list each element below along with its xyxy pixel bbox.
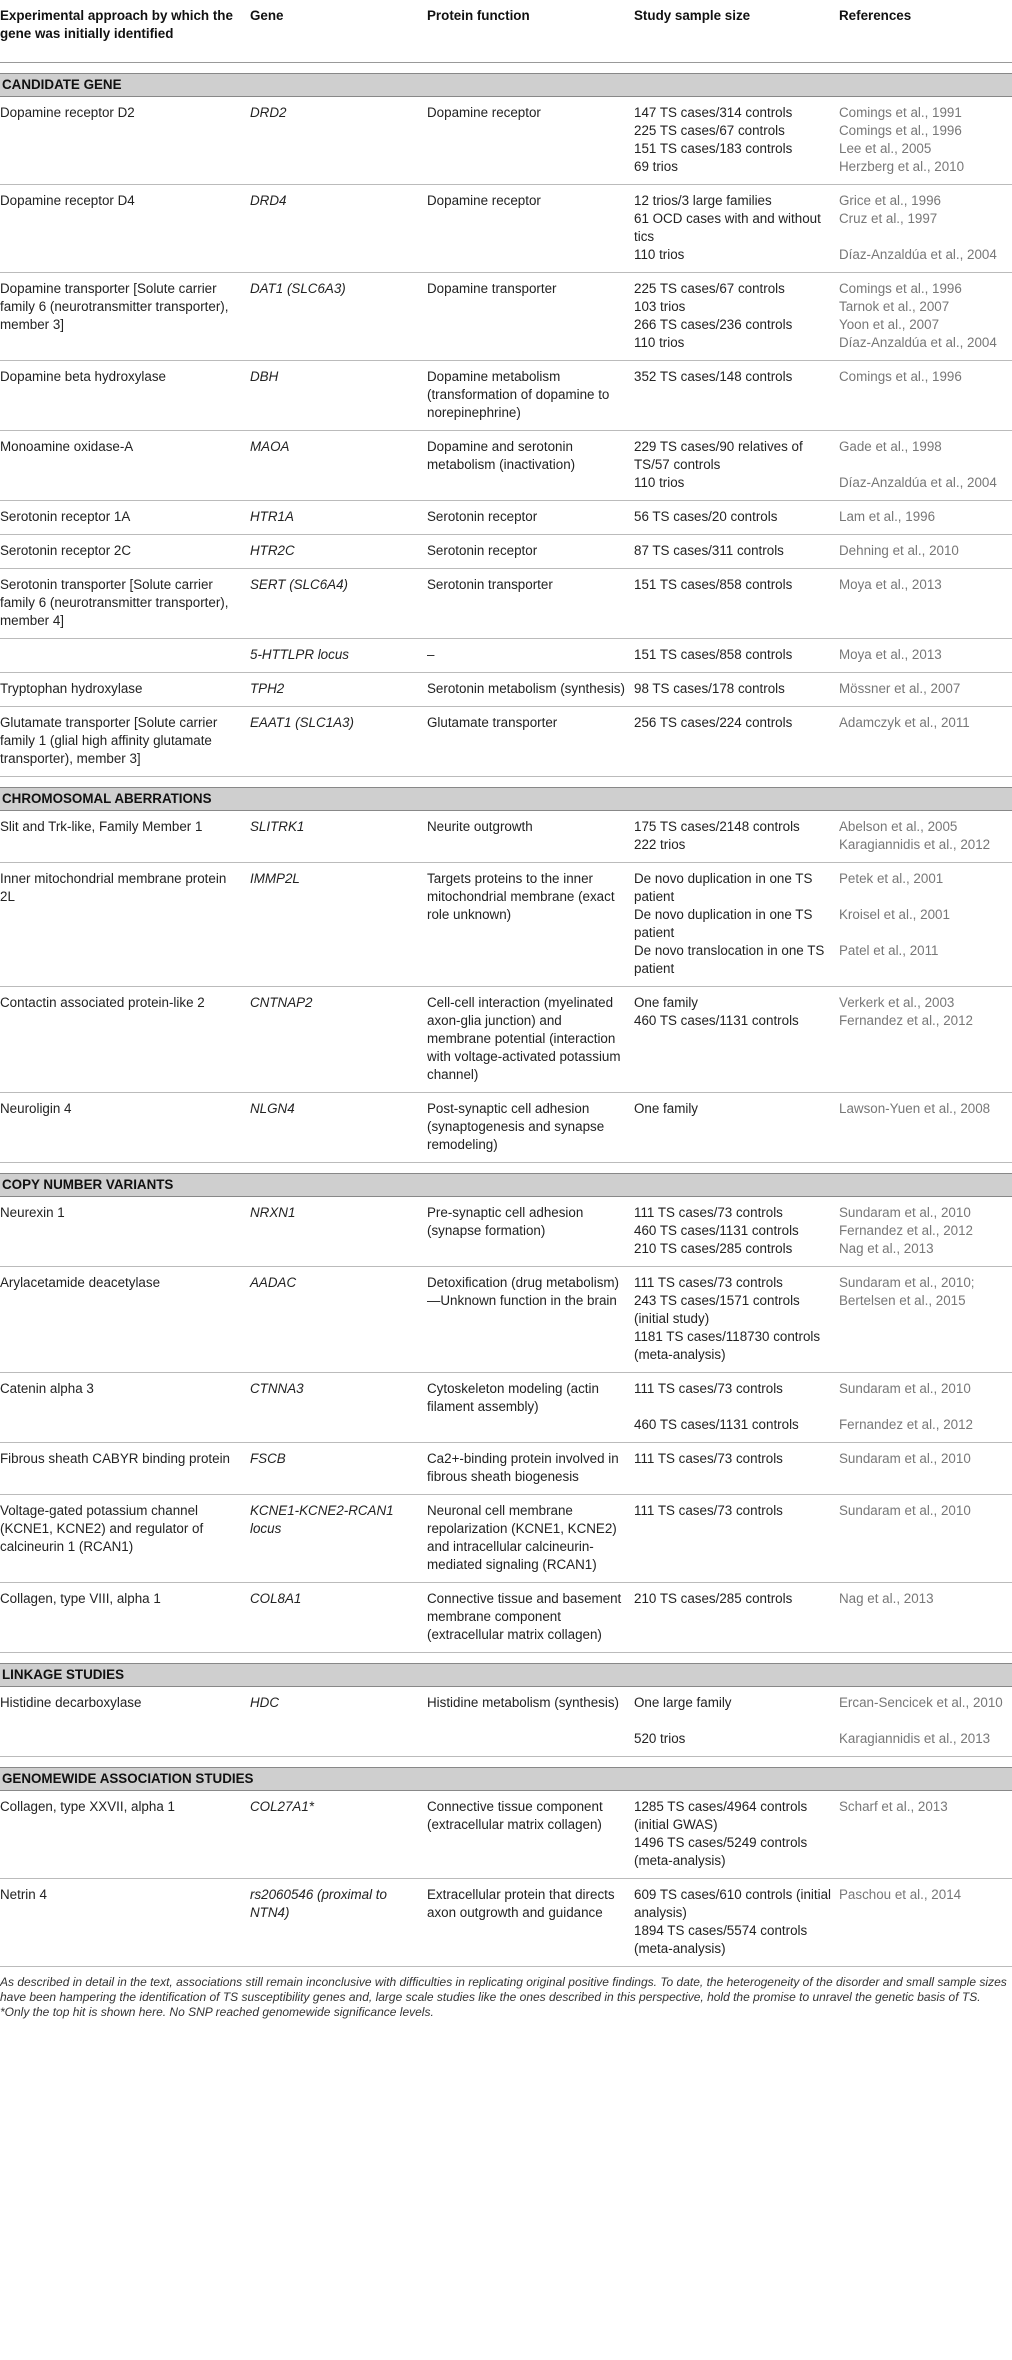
table-row: [0, 1790, 1012, 1878]
reference-link[interactable]: Sundaram et al., 2010: [839, 1450, 971, 1466]
reference-link[interactable]: Verkerk et al., 2003: [839, 994, 955, 1010]
table-row: [0, 1878, 1012, 1966]
cell-gene: HTR2C: [250, 534, 427, 568]
cell-function: Detoxification (drug metabolism)—Unknown function in the brain: [427, 1266, 634, 1372]
reference-link[interactable]: Sundaram et al., 2010: [839, 1380, 971, 1396]
cell-function: Post-synaptic cell adhesion (synaptogenesis and synapse remodeling): [427, 1092, 634, 1162]
cell-gene: 5-HTTLPR locus: [250, 638, 427, 672]
cell-approach: Serotonin transporter [Solute carrier family 6 (neurotransmitter transporter), member 4]: [0, 568, 250, 638]
cell-sample-size: [634, 1092, 839, 1162]
reference-link[interactable]: Gade et al., 1998: [839, 438, 942, 454]
table-header-row: [0, 0, 1012, 62]
table-row: [0, 500, 1012, 534]
cell-function: Pre-synaptic cell adhesion (synapse formation): [427, 1196, 634, 1266]
sample-size-entry: 460 TS cases/1131 controls: [634, 1222, 799, 1238]
reference-link[interactable]: Yoon et al., 2007: [839, 316, 940, 332]
cell-gene: COL8A1: [250, 1582, 427, 1652]
cell-approach: Dopamine beta hydroxylase: [0, 360, 250, 430]
cell-approach: Fibrous sheath CABYR binding protein: [0, 1442, 250, 1494]
cell-function: Connective tissue component (extracellular matrix collagen): [427, 1790, 634, 1878]
spacer-cell: [0, 776, 1012, 787]
cell-references: [839, 810, 1012, 862]
cell-function: Serotonin transporter: [427, 568, 634, 638]
sample-size-entry: 1496 TS cases/5249 controls (meta-analysis): [634, 1834, 808, 1868]
spacer-cell: [0, 1756, 1012, 1767]
header-gene: Gene: [250, 0, 427, 62]
cell-function: –: [427, 638, 634, 672]
cell-approach: Arylacetamide deacetylase: [0, 1266, 250, 1372]
cell-references: [839, 1266, 1012, 1372]
sample-size-entry: 69 trios: [634, 158, 678, 174]
cell-gene: DBH: [250, 360, 427, 430]
cell-approach: Contactin associated protein-like 2: [0, 986, 250, 1092]
sample-size-entry: De novo duplication in one TS patient: [634, 906, 813, 940]
reference-link[interactable]: Nag et al., 2013: [839, 1590, 934, 1606]
reference-link[interactable]: Lam et al., 1996: [839, 508, 936, 524]
cell-function: Serotonin receptor: [427, 534, 634, 568]
table-row: [0, 1582, 1012, 1652]
header-sample-size: Study sample size: [634, 0, 839, 62]
sample-size-entry: 520 trios: [634, 1730, 686, 1746]
cell-gene: FSCB: [250, 1442, 427, 1494]
table-row: [0, 360, 1012, 430]
spacer-cell: [0, 1162, 1012, 1173]
table-row: [0, 986, 1012, 1092]
cell-gene: rs2060546 (proximal to NTN4): [250, 1878, 427, 1966]
cell-approach: Serotonin receptor 1A: [0, 500, 250, 534]
section-spacer: [0, 62, 1012, 73]
table-row: [0, 810, 1012, 862]
cell-sample-size: [634, 1196, 839, 1266]
reference-link[interactable]: Adamczyk et al., 2011: [839, 714, 970, 730]
sample-size-entry: De novo translocation in one TS patient: [634, 942, 825, 976]
reference-link[interactable]: Díaz-Anzaldúa et al., 2004: [839, 334, 997, 350]
table-row: [0, 1494, 1012, 1582]
cell-gene: DRD2: [250, 96, 427, 184]
table-row: [0, 672, 1012, 706]
cell-references: [839, 1442, 1012, 1494]
cell-function: Dopamine and serotonin metabolism (inactivation): [427, 430, 634, 500]
section-spacer: [0, 776, 1012, 787]
sample-size-entry: 1181 TS cases/118730 controls (meta-analysis): [634, 1328, 821, 1362]
section-header-row: [0, 1663, 1012, 1686]
cell-function: Dopamine metabolism (transformation of dopamine to norepinephrine): [427, 360, 634, 430]
reference-link[interactable]: Sundaram et al., 2010: [839, 1204, 971, 1220]
cell-references: [839, 272, 1012, 360]
cell-sample-size: [634, 500, 839, 534]
cell-approach: Dopamine transporter [Solute carrier family 6 (neurotransmitter transporter), member 3]: [0, 272, 250, 360]
section-spacer: [0, 1756, 1012, 1767]
cell-references: [839, 1196, 1012, 1266]
section-header-row: [0, 1173, 1012, 1196]
cell-approach: Voltage-gated potassium channel (KCNE1, KCNE2) and regulator of calcineurin 1 (RCAN1): [0, 1494, 250, 1582]
reference-link[interactable]: Karagiannidis et al., 2012: [839, 836, 991, 852]
reference-link[interactable]: Sundaram et al., 2010;: [839, 1274, 975, 1290]
cell-sample-size: [634, 1372, 839, 1442]
reference-link[interactable]: Sundaram et al., 2010: [839, 1502, 971, 1518]
section-title: CHROMOSOMAL ABERRATIONS: [0, 787, 1012, 810]
table-body: [0, 62, 1012, 1966]
reference-link[interactable]: Patel et al., 2011: [839, 942, 939, 958]
reference-link[interactable]: Dehning et al., 2010: [839, 542, 959, 558]
sample-size-entry: 110 trios: [634, 474, 685, 490]
cell-gene: COL27A1*: [250, 1790, 427, 1878]
cell-sample-size: [634, 272, 839, 360]
sample-size-entry: 103 trios: [634, 298, 686, 314]
header-references: References: [839, 0, 1012, 62]
cell-sample-size: [634, 1442, 839, 1494]
spacer-cell: [0, 62, 1012, 73]
cell-references: [839, 96, 1012, 184]
sample-size-entry: 111 TS cases/73 controls: [634, 1380, 783, 1396]
reference-link[interactable]: Moya et al., 2013: [839, 646, 942, 662]
table-row: [0, 272, 1012, 360]
reference-link[interactable]: Herzberg et al., 2010: [839, 158, 965, 174]
sample-size-entry: 12 trios/3 large families: [634, 192, 772, 208]
cell-approach: Neurexin 1: [0, 1196, 250, 1266]
reference-link[interactable]: Cruz et al., 1997: [839, 210, 938, 226]
cell-references: [839, 986, 1012, 1092]
reference-link[interactable]: Comings et al., 1991: [839, 104, 962, 120]
reference-link[interactable]: Karagiannidis et al., 2013: [839, 1730, 991, 1746]
reference-link[interactable]: Kroisel et al., 2001: [839, 906, 950, 922]
cell-sample-size: [634, 534, 839, 568]
cell-approach: Slit and Trk-like, Family Member 1: [0, 810, 250, 862]
reference-link[interactable]: Fernandez et al., 2012: [839, 1416, 973, 1432]
cell-sample-size: [634, 568, 839, 638]
footnote-main: As described in detail in the text, associations still remain inconclusive with difficulties in replicating original positive findings. To date, the heterogeneity of the disorder and small sample sizes have been hampering the identification of TS susceptibility genes and, large scale studies like the ones described in this perspective, hold the promise to unravel the genetic basis of TS.: [0, 1974, 1007, 2004]
section-title: COPY NUMBER VARIANTS: [0, 1173, 1012, 1196]
sample-size-entry: One family: [634, 1100, 698, 1116]
cell-sample-size: [634, 638, 839, 672]
cell-function: Targets proteins to the inner mitochondrial membrane (exact role unknown): [427, 862, 634, 986]
cell-gene: HDC: [250, 1686, 427, 1756]
cell-sample-size: [634, 810, 839, 862]
header-approach: Experimental approach by which the gene was initially identified: [0, 0, 250, 62]
sample-size-entry: 256 TS cases/224 controls: [634, 714, 793, 730]
cell-sample-size: [634, 1582, 839, 1652]
reference-link[interactable]: Bertelsen et al., 2015: [839, 1292, 966, 1308]
cell-approach: Dopamine receptor D2: [0, 96, 250, 184]
reference-link[interactable]: Petek et al., 2001: [839, 870, 944, 886]
table-row: [0, 1372, 1012, 1442]
cell-approach: Neuroligin 4: [0, 1092, 250, 1162]
sample-size-entry: 151 TS cases/858 controls: [634, 576, 793, 592]
sample-size-entry: 147 TS cases/314 controls: [634, 104, 793, 120]
cell-gene: CNTNAP2: [250, 986, 427, 1092]
sample-size-entry: 111 TS cases/73 controls: [634, 1204, 783, 1220]
reference-link[interactable]: Díaz-Anzaldúa et al., 2004: [839, 246, 997, 262]
section-spacer: [0, 1652, 1012, 1663]
reference-link[interactable]: Scharf et al., 2013: [839, 1798, 948, 1814]
sample-size-entry: One large family: [634, 1694, 732, 1710]
sample-size-entry: 111 TS cases/73 controls: [634, 1274, 783, 1290]
cell-sample-size: [634, 1266, 839, 1372]
cell-function: Neurite outgrowth: [427, 810, 634, 862]
section-spacer: [0, 1162, 1012, 1173]
table-row: [0, 862, 1012, 986]
reference-link[interactable]: Paschou et al., 2014: [839, 1886, 962, 1902]
cell-gene: EAAT1 (SLC1A3): [250, 706, 427, 776]
table-row: [0, 1092, 1012, 1162]
reference-link[interactable]: Fernandez et al., 2012: [839, 1222, 973, 1238]
cell-sample-size: [634, 96, 839, 184]
section-title: CANDIDATE GENE: [0, 73, 1012, 96]
sample-size-entry: 1894 TS cases/5574 controls (meta-analysis): [634, 1922, 808, 1956]
cell-function: Glutamate transporter: [427, 706, 634, 776]
reference-link[interactable]: Abelson et al., 2005: [839, 818, 958, 834]
sample-size-entry: 87 TS cases/311 controls: [634, 542, 784, 558]
cell-references: [839, 706, 1012, 776]
reference-link[interactable]: Nag et al., 2013: [839, 1240, 934, 1256]
sample-size-entry: 210 TS cases/285 controls: [634, 1590, 793, 1606]
cell-sample-size: [634, 360, 839, 430]
cell-references: [839, 862, 1012, 986]
sample-size-entry: 151 TS cases/858 controls: [634, 646, 793, 662]
cell-approach: Glutamate transporter [Solute carrier family 1 (glial high affinity glutamate transporter), member 3]: [0, 706, 250, 776]
cell-gene: DRD4: [250, 184, 427, 272]
sample-size-entry: 460 TS cases/1131 controls: [634, 1416, 799, 1432]
cell-sample-size: [634, 986, 839, 1092]
sample-size-entry: 110 trios: [634, 334, 685, 350]
cell-gene: HTR1A: [250, 500, 427, 534]
cell-references: [839, 534, 1012, 568]
spacer-cell: [0, 1652, 1012, 1663]
reference-link[interactable]: Díaz-Anzaldúa et al., 2004: [839, 474, 997, 490]
cell-sample-size: [634, 1494, 839, 1582]
table-row: [0, 568, 1012, 638]
sample-size-entry: 352 TS cases/148 controls: [634, 368, 793, 384]
sample-size-entry: 210 TS cases/285 controls: [634, 1240, 793, 1256]
cell-references: [839, 672, 1012, 706]
cell-references: [839, 500, 1012, 534]
cell-sample-size: [634, 862, 839, 986]
cell-sample-size: [634, 672, 839, 706]
reference-link[interactable]: Grice et al., 1996: [839, 192, 941, 208]
reference-link[interactable]: [839, 1712, 1006, 1730]
cell-function: Serotonin metabolism (synthesis): [427, 672, 634, 706]
cell-function: Dopamine transporter: [427, 272, 634, 360]
reference-link[interactable]: Mössner et al., 2007: [839, 680, 961, 696]
sample-size-entry: [634, 1712, 833, 1730]
reference-link[interactable]: [839, 456, 1006, 474]
cell-function: Cell-cell interaction (myelinated axon-glia junction) and membrane potential (interaction with voltage-activated potassium channel): [427, 986, 634, 1092]
cell-function: Ca2+-binding protein involved in fibrous sheath biogenesis: [427, 1442, 634, 1494]
cell-references: [839, 1686, 1012, 1756]
reference-link[interactable]: [839, 1398, 1006, 1416]
cell-gene: NRXN1: [250, 1196, 427, 1266]
cell-approach: Dopamine receptor D4: [0, 184, 250, 272]
cell-sample-size: [634, 184, 839, 272]
cell-approach: Netrin 4: [0, 1878, 250, 1966]
sample-size-entry: [634, 1398, 833, 1416]
table-row: [0, 1442, 1012, 1494]
cell-gene: SERT (SLC6A4): [250, 568, 427, 638]
cell-gene: DAT1 (SLC6A3): [250, 272, 427, 360]
cell-approach: Collagen, type XXVII, alpha 1: [0, 1790, 250, 1878]
cell-gene: SLITRK1: [250, 810, 427, 862]
cell-approach: Catenin alpha 3: [0, 1372, 250, 1442]
reference-link[interactable]: Comings et al., 1996: [839, 368, 962, 384]
sample-size-entry: 98 TS cases/178 controls: [634, 680, 785, 696]
cell-approach: Collagen, type VIII, alpha 1: [0, 1582, 250, 1652]
cell-references: [839, 1790, 1012, 1878]
reference-link[interactable]: [839, 228, 1006, 246]
cell-references: [839, 1582, 1012, 1652]
table-footnotes: [0, 1967, 1012, 2020]
sample-size-entry: 229 TS cases/90 relatives of TS/57 controls: [634, 438, 803, 472]
sample-size-entry: One family: [634, 994, 698, 1010]
section-header-row: [0, 73, 1012, 96]
header-function: Protein function: [427, 0, 634, 62]
reference-link[interactable]: Comings et al., 1996: [839, 122, 962, 138]
cell-references: [839, 430, 1012, 500]
section-header-row: [0, 1767, 1012, 1790]
cell-function: Histidine metabolism (synthesis): [427, 1686, 634, 1756]
cell-approach: Tryptophan hydroxylase: [0, 672, 250, 706]
cell-sample-size: [634, 1790, 839, 1878]
footnote-star: *Only the top hit is shown here. No SNP reached genomewide significance levels.: [0, 2004, 434, 2019]
section-title: LINKAGE STUDIES: [0, 1663, 1012, 1686]
cell-approach: [0, 638, 250, 672]
table-row: [0, 96, 1012, 184]
cell-references: [839, 1494, 1012, 1582]
sample-size-entry: 110 trios: [634, 246, 685, 262]
cell-sample-size: [634, 706, 839, 776]
cell-sample-size: [634, 1686, 839, 1756]
cell-gene: IMMP2L: [250, 862, 427, 986]
cell-approach: Monoamine oxidase-A: [0, 430, 250, 500]
reference-link[interactable]: Ercan-Sencicek et al., 2010: [839, 1694, 1003, 1710]
reference-link[interactable]: Lee et al., 2005: [839, 140, 932, 156]
sample-size-entry: 225 TS cases/67 controls: [634, 280, 785, 296]
sample-size-entry: 56 TS cases/20 controls: [634, 508, 778, 524]
cell-gene: TPH2: [250, 672, 427, 706]
table-row: [0, 1266, 1012, 1372]
cell-function: Dopamine receptor: [427, 96, 634, 184]
sample-size-entry: 1285 TS cases/4964 controls (initial GWAS): [634, 1798, 808, 1832]
cell-function: Cytoskeleton modeling (actin filament assembly): [427, 1372, 634, 1442]
sample-size-entry: 151 TS cases/183 controls: [634, 140, 793, 156]
cell-references: [839, 1092, 1012, 1162]
cell-sample-size: [634, 1878, 839, 1966]
cell-sample-size: [634, 430, 839, 500]
cell-references: [839, 568, 1012, 638]
cell-references: [839, 1372, 1012, 1442]
reference-link[interactable]: Moya et al., 2013: [839, 576, 942, 592]
reference-link[interactable]: Fernandez et al., 2012: [839, 1012, 973, 1028]
cell-references: [839, 1878, 1012, 1966]
reference-link[interactable]: Tarnok et al., 2007: [839, 298, 950, 314]
sample-size-entry: 61 OCD cases with and without tics: [634, 210, 821, 244]
table-row: [0, 1196, 1012, 1266]
table-row: [0, 638, 1012, 672]
reference-link[interactable]: Comings et al., 1996: [839, 280, 962, 296]
sample-size-entry: De novo duplication in one TS patient: [634, 870, 813, 904]
table-row: [0, 1686, 1012, 1756]
cell-function: Serotonin receptor: [427, 500, 634, 534]
sample-size-entry: 111 TS cases/73 controls: [634, 1450, 783, 1466]
cell-gene: NLGN4: [250, 1092, 427, 1162]
cell-references: [839, 638, 1012, 672]
table-row: [0, 706, 1012, 776]
cell-function: Dopamine receptor: [427, 184, 634, 272]
section-title: GENOMEWIDE ASSOCIATION STUDIES: [0, 1767, 1012, 1790]
cell-gene: AADAC: [250, 1266, 427, 1372]
cell-function: Extracellular protein that directs axon outgrowth and guidance: [427, 1878, 634, 1966]
table-row: [0, 430, 1012, 500]
cell-function: Connective tissue and basement membrane component (extracellular matrix collagen): [427, 1582, 634, 1652]
cell-approach: Serotonin receptor 2C: [0, 534, 250, 568]
cell-gene: CTNNA3: [250, 1372, 427, 1442]
cell-gene: MAOA: [250, 430, 427, 500]
table-row: [0, 534, 1012, 568]
reference-link[interactable]: Lawson-Yuen et al., 2008: [839, 1100, 991, 1116]
sample-size-entry: 111 TS cases/73 controls: [634, 1502, 783, 1518]
reference-link[interactable]: [839, 924, 1006, 942]
table-row: [0, 184, 1012, 272]
section-header-row: [0, 787, 1012, 810]
sample-size-entry: 460 TS cases/1131 controls: [634, 1012, 799, 1028]
cell-approach: Inner mitochondrial membrane protein 2L: [0, 862, 250, 986]
reference-link[interactable]: [839, 888, 1006, 906]
sample-size-entry: 243 TS cases/1571 controls (initial study): [634, 1292, 800, 1326]
cell-function: Neuronal cell membrane repolarization (KCNE1, KCNE2) and intracellular calcineurin-mediated signaling (RCAN1): [427, 1494, 634, 1582]
sample-size-entry: 175 TS cases/2148 controls: [634, 818, 800, 834]
cell-references: [839, 360, 1012, 430]
sample-size-entry: 225 TS cases/67 controls: [634, 122, 785, 138]
cell-references: [839, 184, 1012, 272]
cell-gene: KCNE1-KCNE2-RCAN1 locus: [250, 1494, 427, 1582]
cell-approach: Histidine decarboxylase: [0, 1686, 250, 1756]
sample-size-entry: 609 TS cases/610 controls (initial analysis): [634, 1886, 831, 1920]
sample-size-entry: 222 trios: [634, 836, 686, 852]
sample-size-entry: 266 TS cases/236 controls: [634, 316, 793, 332]
